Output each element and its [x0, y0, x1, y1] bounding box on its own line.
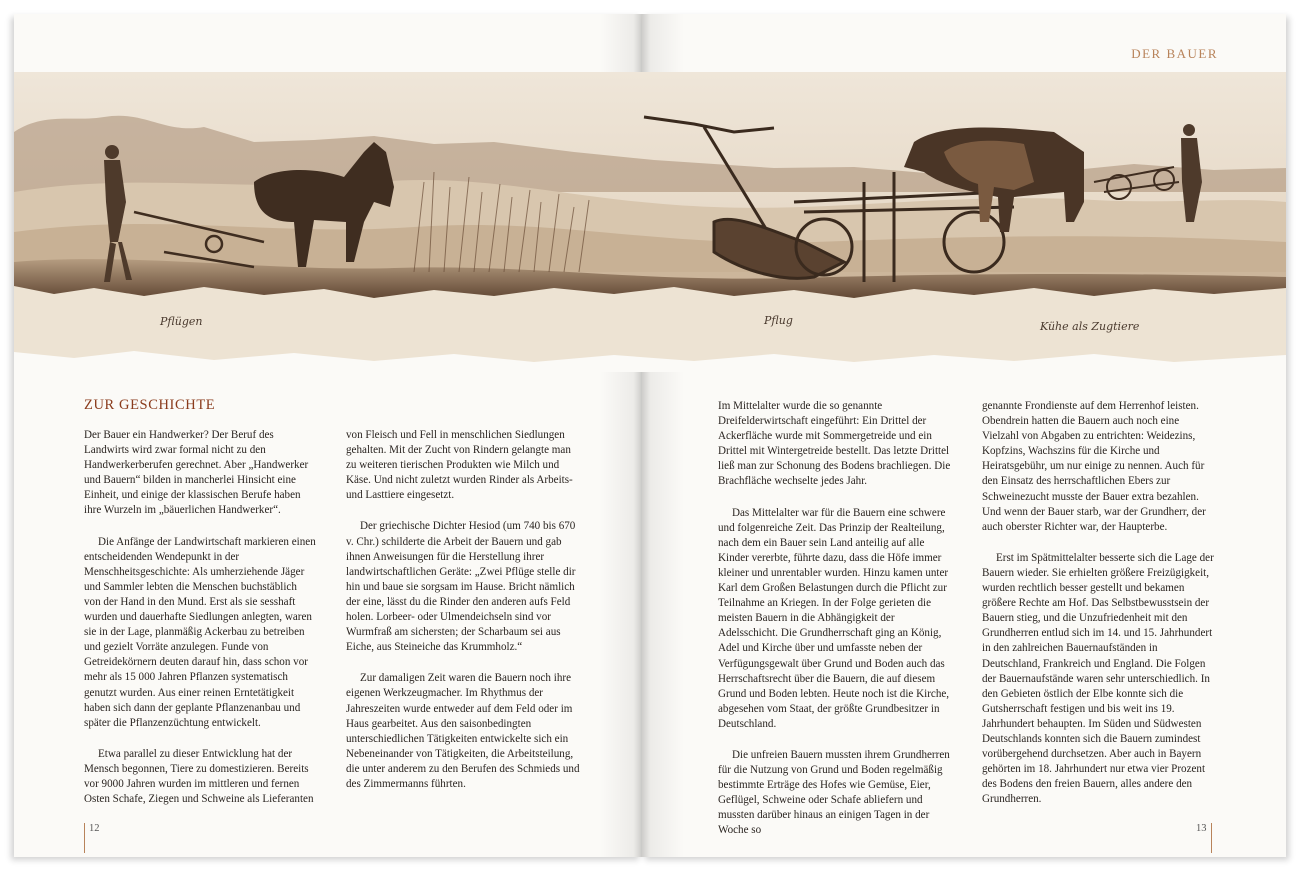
paragraph: Erst im Spätmittelalter besserte sich die Lage der Bauern wieder. Sie erhielten größere Freizügigkeit, wurden rechtlich besser gestellt und bekamen größere Rechte am Hof. Das Selbstbewusstsein der Bauern stieg, und die Unzufriedenheit mit den Grundherren entlud sich im 14. und 15. Jahrhundert in den zahlreichen Bauernaufständen in Deutschland, Frankreich und England. Die Folgen der Bauernaufstände waren sehr unterschiedlich. In den Gebieten östlich der Elbe konnte sich die Gutsherrschaft festigen und bis weit ins 19. Jahrhundert behaupten. Im Süden und Südwesten Deutschlands konnten sich die Bauern zumindest vorübergehend durchsetzen. Aber auch in Bayern gehörten im 18. Jahrhundert nur etwa vier Prozent des Bodens den freien Bauern, alles andere den Grundherren.	[982, 551, 1214, 806]
section-title: ZUR GESCHICHTE	[84, 397, 216, 413]
paragraph: Im Mittelalter wurde die so genannte Dreifelderwirtschaft eingeführt: Ein Drittel der Ackerfläche wurde mit Sommergetreide und ein Drittel mit Wintergetreide bestellt. Das letzte Drittel ließ man zur Schonung des Bodens brachliegen. Die Brachfläche wechselte jedes Jahr.	[718, 400, 951, 488]
caption-plough: Pflug	[764, 314, 793, 327]
paragraph: Der griechische Dichter Hesiod (um 740 bis 670 v. Chr.) schilderte die Arbeit der Bauern und gab ihnen Anweisungen für die Herstellung ihrer landwirtschaftlichen Geräte: „Zwei Pflüge stelle dir hin und baue sie sorgsam im Hause. Bricht nämlich der eine, lässt du die Rinder den anderen aufs Feld holen. Lorbeer- oder Ulmendeichseln sind vor Wurmfraß am sichersten; der Scharbaum sei aus Eiche, aus Steineiche das Krummholz.“	[346, 520, 576, 654]
caption-ploughing: Pflügen	[160, 315, 203, 328]
text-column-1	[84, 428, 316, 823]
text-column-2	[346, 428, 584, 808]
paragraph: Die Anfänge der Landwirtschaft markieren einen entscheidenden Wendepunkt in der Menschheitsgeschichte: Als umherziehende Jäger und Sammler lebten die Menschen buchstäblich von der Hand in den Mund. Erst als sie sesshaft wurden und dauerhafte Siedlungen anlegten, waren sie in der Lage, planmäßig Ackerbau zu betreiben und gezielt Vorräte anzulegen. Funde von Getreidekörnern deuten darauf hin, dass schon vor mehr als 15 000 Jahren Pflanzen systematisch genutzt wurden. Aus einer reinen Erntetätigkeit haben sich dann der geplante Pflanzenanbau und später die Pflanzenzüchtung entwickelt.	[84, 535, 316, 729]
paragraph: Etwa parallel zu dieser Entwicklung hat der Mensch begonnen, Tiere zu domestizieren. Bereits vor 9000 Jahren wurden im mittleren und fernen Osten Schafe, Ziegen und Schweine als Lieferanten	[84, 747, 314, 806]
paragraph: Zur damaligen Zeit waren die Bauern noch ihre eigenen Werkzeugmacher. Im Rhythmus der Jahreszeiten wurde entweder auf dem Feld oder im Haus gearbeitet. Aus den saisonbedingten unterschiedlichen Tätigkeiten entwickelte sich ein Nebeneinander von Tätigkeiten, die Arbeitsteilung, die unter anderem zu den Berufen des Schmieds und des Zimmermanns führten.	[346, 672, 580, 790]
page-number-right: 13	[1196, 823, 1212, 853]
paragraph: von Fleisch und Fell in menschlichen Siedlungen gehalten. Mit der Zucht von Rindern gelangte man zu weiteren tierischen Produkten wie Milch und Käse. Und nicht zuletzt wurden Rinder als Arbeits- und Lasttiere eingesetzt.	[346, 429, 573, 502]
paragraph: Die unfreien Bauern mussten ihrem Grundherren für die Nutzung von Grund und Boden regelmäßig bestimmte Erträge des Hofes wie Gemüse, Eier, Geflügel, Schweine oder Schafe abliefern und mussten darüber hinaus an einigen Tagen in der Woche so	[718, 748, 950, 837]
text-column-3	[718, 399, 954, 855]
running-head: DER BAUER	[1131, 46, 1218, 61]
paragraph: genannte Frondienste auf dem Herrenhof leisten. Obendrein hatten die Bauern auch noch eine Vielzahl von Abgaben zu entrichten: Weidezins, Kopfzins, Wachszins für die Kirche und Heiratsgebühr, um nur einige zu nennen. Auch für den Einsatz des herrschaftlichen Ebers zur Schweinezucht musste der Bauer extra bezahlen. Und wenn der Bauer starb, war der Grundherr, der auch oberster Richter war, der Haupterbe.	[982, 400, 1206, 533]
text-column-4	[982, 399, 1214, 823]
page-number-left: 12	[84, 823, 100, 853]
paragraph: Das Mittelalter war für die Bauern eine schwere und folgenreiche Zeit. Das Prinzip der Realteilung, nach dem ein Bauer sein Land anteilig auf alle Kinder vererbte, führte dazu, dass die Höfe immer kleiner und unrentabler wurden. Hinzu kamen unter Karl dem Großen Belastungen durch die Pflicht zur Teilnahme an Kriegen. In der Folge gerieten die meisten Bauern in die Abhängigkeit der Adelsschicht. Die Grundherrschaft ging an König, Adel und Kirche über und umfasste neben der Verfügungsgewalt über Grund und Boden auch das Herrschaftsrecht über die Bauern, die auf diesem Grund und Boden lebten. Heute noch ist die Kirche, abgesehen vom Staat, der größte Grundbesitzer in Deutschland.	[718, 506, 950, 730]
paragraph: Der Bauer ein Handwerker? Der Beruf des Landwirts wird zwar formal nicht zu den Handwerkerberufen gerechnet. Aber „Handwerker und Bauern“ bilden in mancherlei Hinsicht eine Einheit, und einige der klassischen Berufe haben ihre Wurzeln im „bäuerlichen Handwerker“.	[84, 429, 309, 517]
caption-cows: Kühe als Zugtiere	[1040, 320, 1140, 333]
